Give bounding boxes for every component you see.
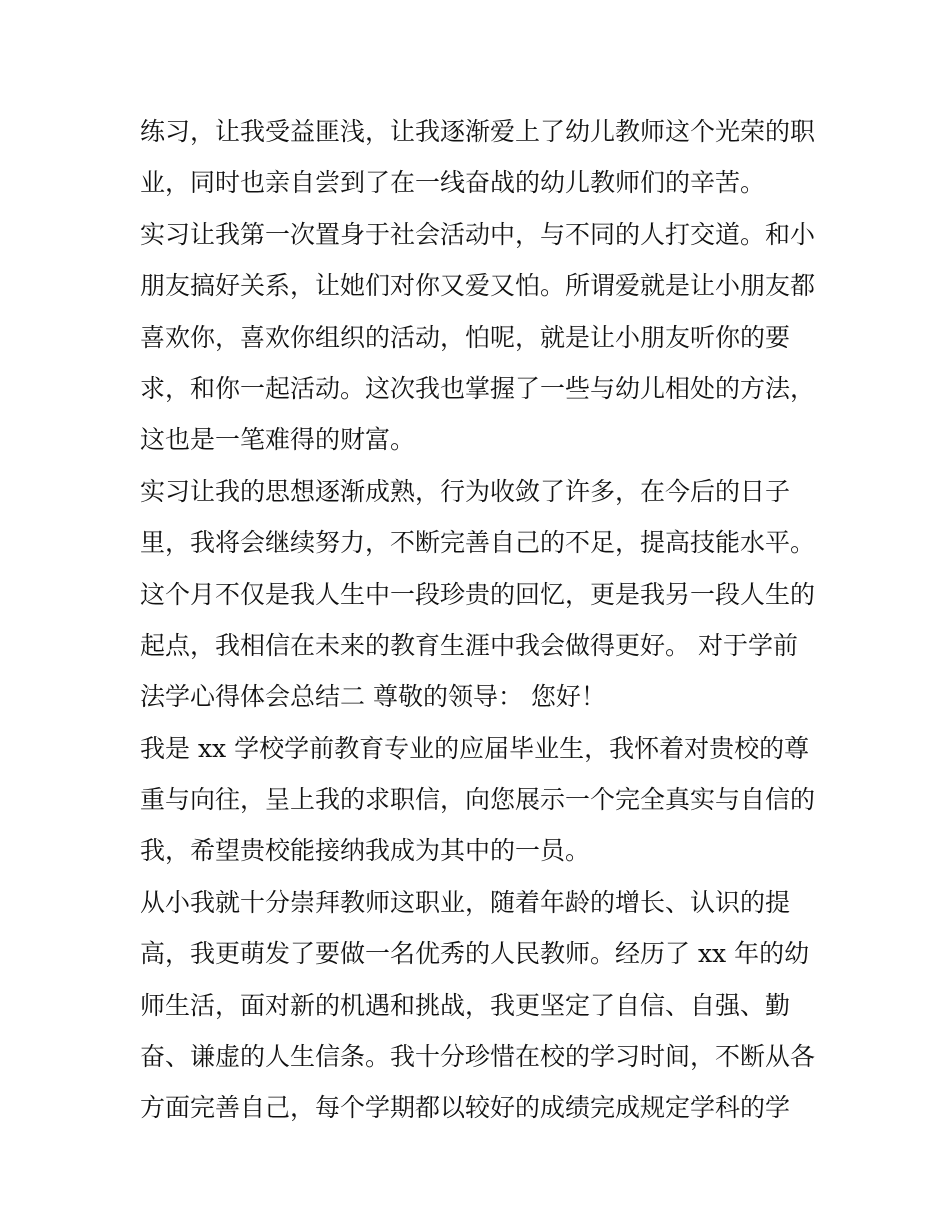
text-line-13: 我是 xx 学校学前教育专业的应届毕业生，我怀着对贵校的尊: [140, 733, 810, 763]
text-line-16: 从小我就十分崇拜教师这职业，随着年龄的增长、认识的提: [140, 887, 791, 917]
text-line-6: 求，和你一起活动。这次我也掌握了一些与幼儿相处的方法，: [140, 373, 816, 403]
text-line-12: 法学心得体会总结二 尊敬的领导： 您好！: [140, 682, 606, 712]
text-line-15: 我，希望贵校能接纳我成为其中的一员。: [140, 836, 591, 866]
text-line-17: 高，我更萌发了要做一名优秀的人民教师。经历了 xx 年的幼: [140, 939, 810, 969]
text-line-9: 里，我将会继续努力，不断完善自己的不足，提高技能水平。: [140, 528, 816, 558]
text-line-5: 喜欢你，喜欢你组织的活动，怕呢，就是让小朋友听你的要: [140, 322, 791, 352]
text-line-11: 起点，我相信在未来的教育生涯中我会做得更好。 对于学前: [140, 630, 798, 660]
text-line-1: 练习，让我受益匪浅，让我逐渐爱上了幼儿教师这个光荣的职: [140, 117, 816, 146]
text-line-2: 业，同时也亲自尝到了在一线奋战的幼儿教师们的辛苦。: [140, 168, 766, 198]
text-line-14: 重与向往，呈上我的求职信，向您展示一个完全真实与自信的: [140, 785, 816, 815]
text-line-3: 实习让我第一次置身于社会活动中，与不同的人打交道。和小: [140, 219, 816, 249]
text-line-19: 奋、谦虚的人生信条。我十分珍惜在校的学习时间，不断从各: [140, 1042, 816, 1072]
text-line-4: 朋友搞好关系，让她们对你又爱又怕。所谓爱就是让小朋友都: [140, 271, 816, 301]
text-line-18: 师生活，面对新的机遇和挑战，我更坚定了自信、自强、勤: [140, 990, 791, 1020]
text-line-20: 方面完善自己，每个学期都以较好的成绩完成规定学科的学: [140, 1093, 791, 1123]
text-line-10: 这个月不仅是我人生中一段珍贵的回忆，更是我另一段人生的: [140, 579, 816, 609]
body-text: [140, 106, 820, 1134]
text-line-7: 这也是一笔难得的财富。: [140, 425, 416, 455]
text-line-8: 实习让我的思想逐渐成熟，行为收敛了许多，在今后的日子: [140, 476, 791, 506]
